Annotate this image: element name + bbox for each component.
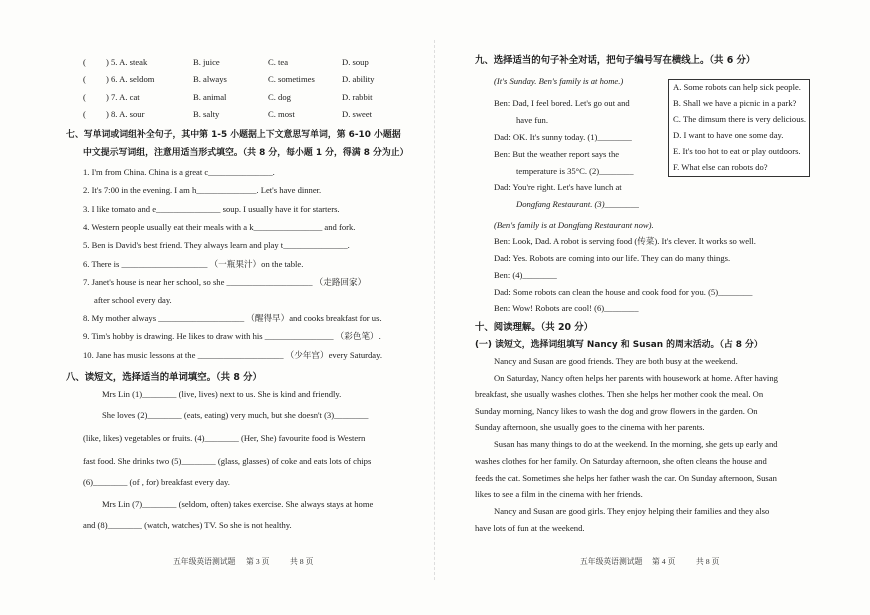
s7-item-5: 5. Ben is David's best friend. They always learn and play t_______________. (83, 240, 350, 250)
dialog2-line-5: Ben: Wow! Robots are cool! (6)________ (494, 303, 639, 313)
option-d: D. sweet (342, 109, 373, 119)
passage-line-5: Sunday afternoon, she usually goes to the cinema with her parents. (475, 422, 705, 432)
option-d: D. I want to have one some day. (673, 130, 784, 140)
bracket: ( (83, 57, 86, 67)
page-divider (434, 40, 435, 580)
option-d: D. ability (342, 74, 375, 84)
option-c: C. tea (268, 57, 289, 67)
s7-item-9: 9. Tim's hobby is drawing. He likes to draw with his ________________ （彩色笔）. (83, 331, 381, 341)
option-b: B. Shall we have a picnic in a park? (673, 98, 797, 108)
dialog1-line-2: have fun. (516, 115, 548, 125)
option-d: D. rabbit (342, 92, 373, 102)
option-e: E. It's too hot to eat or play outdoors. (673, 146, 801, 156)
s8-line-1: Mrs Lin (1)________ (live, lives) next to us. She is kind and friendly. (102, 389, 342, 399)
passage-line-7: washes clothes for her family. On Saturday afternoon, she often cleans the house and (475, 456, 767, 466)
section-7-title: 七、写单词或词组补全句子，其中第 1-5 小题据上下文意思写单词，第 6-10 小题据 (66, 130, 401, 140)
option-b: B. animal (193, 92, 227, 102)
footer-title: 五年级英语测试题 (173, 557, 236, 566)
options-box (668, 79, 810, 177)
passage-line-2: On Saturday, Nancy often helps her parents with housework at home. After having (494, 373, 778, 383)
option-c: C. The dimsum there is very delicious. (673, 114, 807, 124)
question-number: ) 5. A. steak (106, 57, 148, 67)
s8-line-2: She loves (2)________ (eats, eating) very much, but she doesn't (3)________ (102, 410, 369, 420)
passage-line-3: breakfast, she usually washes clothes. Then she helps her mother cook the meal. On (475, 389, 764, 399)
dialog1-line-1: Ben: Dad, I feel bored. Let's go out and (494, 98, 630, 108)
dialog2-line-3: Ben: (4)________ (494, 270, 557, 280)
dialog1-line-6: Dad: You're right. Let's have lunch at (494, 182, 622, 192)
scene-note-1: (It's Sunday. Ben's family is at home.) (494, 76, 624, 86)
footer-total: 共 8 页 (290, 557, 314, 566)
bracket: ( (83, 74, 86, 84)
s7-item-1: 1. I'm from China. China is a great c_______________. (83, 167, 275, 177)
s8-line-6: Mrs Lin (7)________ (seldom, often) takes exercise. She always stays at home (102, 499, 374, 509)
dialog2-line-2: Dad: Yes. Robots are coming into our life. They can do many things. (494, 253, 731, 263)
option-c: C. dog (268, 92, 291, 102)
bracket: ( (83, 92, 86, 102)
option-c: C. sometimes (268, 74, 315, 84)
s7-item-7-cont: after school every day. (94, 295, 172, 305)
s7-item-10: 10. Jane has music lessons at the ____________________ （少年宫）every Saturday. (83, 350, 382, 360)
passage-line-4: Sunday morning, Nancy likes to wash the dog and grow flowers in the garden. On (475, 406, 758, 416)
question-number: ) 6. A. seldom (106, 74, 155, 84)
passage-line-8: feeds the cat. Sometimes she helps her father wash the car. On Sunday afternoon, Susan (475, 473, 777, 483)
option-b: B. juice (193, 57, 220, 67)
footer-page: 第 4 页 (652, 557, 676, 566)
dialog2-line-4: Dad: Some robots can clean the house and cook food for you. (5)________ (494, 287, 753, 297)
section-10-title: 十、阅读理解。（共 20 分） (475, 322, 594, 333)
s7-item-2: 2. It's 7:00 in the evening. I am h______________. Let's have dinner. (83, 185, 322, 195)
passage-line-10: Nancy and Susan are good girls. They enjoy helping their families and they also (494, 506, 770, 516)
question-number: ) 7. A. cat (106, 92, 140, 102)
s8-line-4: fast food. She drinks two (5)________ (glass, glasses) of coke and eats lots of chips (83, 456, 372, 466)
s7-item-6: 6. There is ____________________ （一瓶果汁）on the table. (83, 259, 304, 269)
question-number: ) 8. A. sour (106, 109, 145, 119)
dialog1-line-7: Dongfang Restaurant. (3)________ (516, 199, 639, 209)
s7-item-3: 3. I like tomato and e_______________ soup. I usually have it for starters. (83, 204, 340, 214)
dialog1-line-3: Dad: OK. It's sunny today. (1)________ (494, 132, 632, 142)
section-10-subtitle: (一) 读短文，选择词组填写 Nancy 和 Susan 的周末活动。（占 8 分） (475, 340, 763, 350)
footer-title: 五年级英语测试题 (580, 557, 643, 566)
section-8-title: 八、读短文，选择适当的单词填空。（共 8 分） (66, 372, 262, 383)
passage-line-9: likes to see a film in the cinema with her friends. (475, 489, 643, 499)
option-d: D. soup (342, 57, 369, 67)
bracket: ( (83, 109, 86, 119)
scene-note-2: (Ben's family is at Dongfang Restaurant now). (494, 220, 654, 230)
section-7-instruction: 中文提示写词组，注意用适当形式填空。（共 8 分，每小题 1 分，得满 8 分为止） (83, 148, 409, 158)
passage-line-6: Susan has many things to do at the weekend. In the morning, she gets up early and (494, 439, 778, 449)
passage-line-11: have lots of fun at the weekend. (475, 523, 585, 533)
section-9-title: 九、选择适当的句子补全对话，把句子编号写在横线上。（共 6 分） (475, 55, 756, 66)
s8-line-7: and (8)________ (watch, watches) TV. So she is not healthy. (83, 520, 292, 530)
dialog1-line-4: Ben: But the weather report says the (494, 149, 620, 159)
option-f: F. What else can robots do? (673, 162, 768, 172)
footer-page: 第 3 页 (246, 557, 270, 566)
s8-line-3: (like, likes) vegetables or fruits. (4)________ (Her, She) favourite food is Western (83, 433, 366, 443)
passage-line-1: Nancy and Susan are good friends. They are both busy at the weekend. (494, 356, 738, 366)
s7-item-7: 7. Janet's house is near her school, so she ____________________ （走路回家） (83, 277, 367, 287)
s8-line-5: (6)________ (of , for) breakfast every day. (83, 477, 230, 487)
option-b: B. salty (193, 109, 220, 119)
s7-item-4: 4. Western people usually eat their meals with a k________________ and fork. (83, 222, 356, 232)
option-c: C. most (268, 109, 295, 119)
footer-total: 共 8 页 (696, 557, 720, 566)
dialog2-line-1: Ben: Look, Dad. A robot is serving food (传菜). It's clever. It works so well. (494, 236, 756, 246)
s7-item-8: 8. My mother always ____________________ （醒得早）and cooks breakfast for us. (83, 313, 382, 323)
option-a: A. Some robots can help sick people. (673, 82, 801, 92)
option-b: B. always (193, 74, 227, 84)
dialog1-line-5: temperature is 35°C. (2)________ (516, 166, 634, 176)
